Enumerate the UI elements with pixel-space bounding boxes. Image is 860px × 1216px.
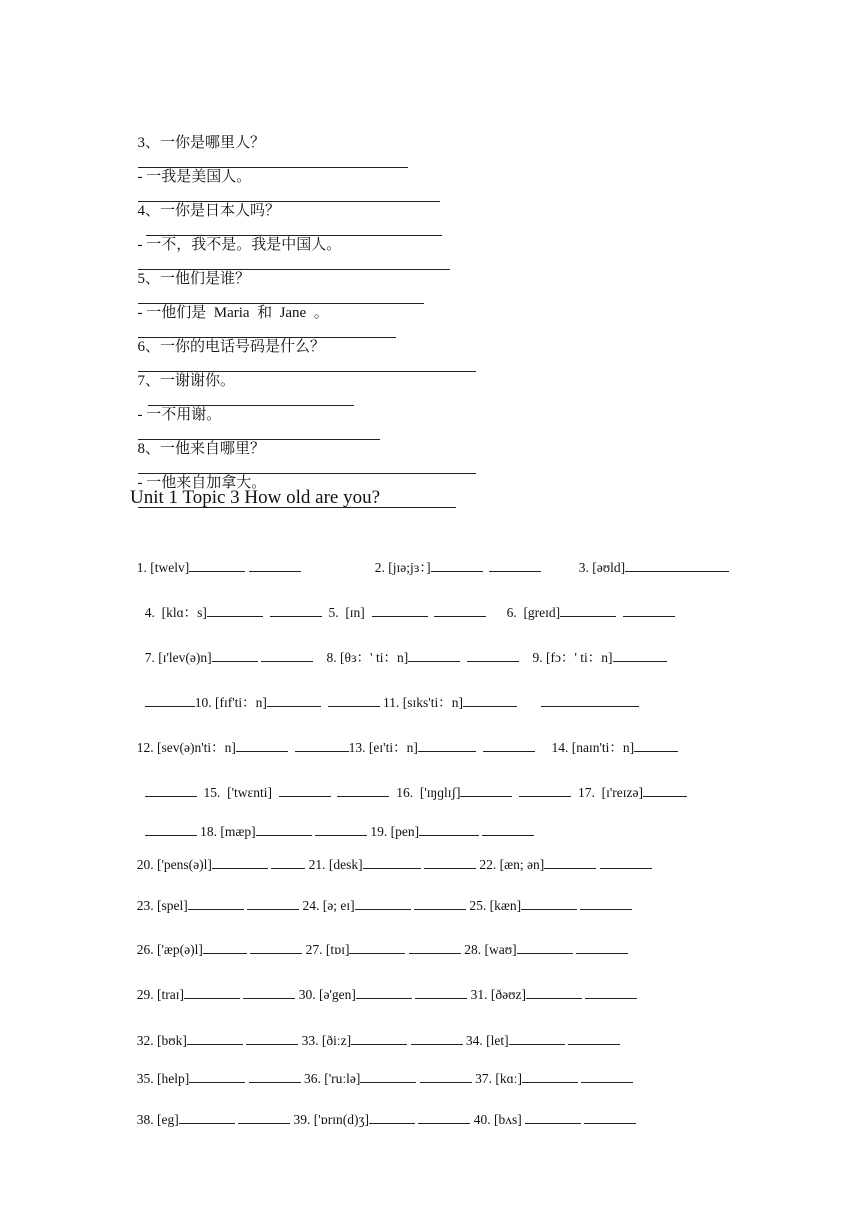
- phonetic-item: 28. [waʊ]: [464, 942, 517, 957]
- item-number: 5、: [137, 271, 161, 287]
- answer-blank[interactable]: [483, 737, 535, 752]
- answer-blank[interactable]: [519, 782, 571, 797]
- sentence-text: 一他来自加拿大。: [142, 475, 267, 491]
- vocab-row-4: [138, 672, 639, 713]
- answer-blank[interactable]: [576, 939, 628, 954]
- answer-blank[interactable]: [261, 647, 313, 662]
- phonetic-item: 31. [ðəʊz]: [470, 987, 527, 1002]
- answer-blank[interactable]: [409, 939, 461, 954]
- answer-blank[interactable]: [271, 854, 305, 869]
- phonetic-item: 26. ['æp(ə)l]: [136, 942, 203, 957]
- vocab-row-2: [138, 582, 675, 623]
- phonetic-item: 36. ['ruːlə]: [303, 1071, 361, 1086]
- answer-blank[interactable]: [414, 895, 466, 910]
- phonetic-item: 15. ['twɛnti]: [203, 785, 272, 800]
- phonetic-item: 16. ['ɪŋɡlɪʃ]: [396, 785, 461, 800]
- answer-blank[interactable]: [337, 782, 389, 797]
- phonetic-item: 19. [pen]: [370, 824, 420, 839]
- phonetic-item: 18. [mæp]: [200, 824, 256, 839]
- answer-blank[interactable]: [560, 602, 616, 617]
- phonetic-item: 22. [æn; ən]: [479, 857, 545, 872]
- item-number: 4、: [137, 203, 161, 219]
- answer-blank[interactable]: [600, 854, 652, 869]
- answer-blank[interactable]: [489, 557, 541, 572]
- phonetic-item: 25. [kæn]: [469, 898, 522, 913]
- item-number: 8、: [137, 441, 161, 457]
- vocab-row-5: [130, 717, 678, 758]
- dash: -: [137, 407, 143, 423]
- sentence-text: 一他们是谁？: [160, 271, 251, 287]
- answer-blank[interactable]: [351, 1030, 407, 1045]
- phonetic-item: 7. [ɪ'lev(ə)n]: [144, 650, 212, 665]
- dash: -: [137, 475, 143, 491]
- answer-blank[interactable]: [187, 1030, 243, 1045]
- sentence-text: 一他们是 Maria 和 Jane 。: [142, 305, 329, 321]
- dash: -: [137, 305, 143, 321]
- answer-blank[interactable]: [243, 984, 295, 999]
- answer-blank[interactable]: [360, 1068, 416, 1083]
- phonetic-item: 40. [bʌs]: [473, 1112, 522, 1127]
- answer-blank[interactable]: [238, 1109, 290, 1124]
- phonetic-item: 21. [desk]: [308, 857, 363, 872]
- vocab-row-1c: [572, 537, 729, 578]
- answer-blank[interactable]: [509, 1030, 565, 1045]
- sentence-text: 一你是日本人吗？: [160, 203, 281, 219]
- answer-blank[interactable]: [544, 854, 596, 869]
- sentence-text: 一他来自哪里？: [160, 441, 266, 457]
- answer-blank[interactable]: [434, 602, 486, 617]
- vocab-row-13: [130, 1048, 633, 1089]
- answer-blank[interactable]: [526, 984, 582, 999]
- sentence-text: 一我是美国人。: [142, 169, 252, 185]
- answer-blank[interactable]: [145, 782, 197, 797]
- answer-blank[interactable]: [349, 939, 405, 954]
- phonetic-item: 3. [əʊld]: [578, 560, 626, 575]
- phonetic-item: 35. [help]: [136, 1071, 190, 1086]
- answer-blank[interactable]: [212, 647, 258, 662]
- vocab-row-12: [130, 1010, 620, 1051]
- answer-blank[interactable]: [420, 1068, 472, 1083]
- phonetic-item: 34. [let]: [465, 1033, 509, 1048]
- dash: -: [137, 237, 143, 253]
- answer-blank[interactable]: [246, 1030, 298, 1045]
- answer-blank[interactable]: [363, 854, 421, 869]
- phonetic-item: 6. [greɪd]: [506, 605, 561, 620]
- phonetic-item: 23. [spel]: [136, 898, 188, 913]
- phonetic-item: 24. [ə; eɪ]: [302, 898, 355, 913]
- answer-blank[interactable]: [411, 1030, 463, 1045]
- answer-blank[interactable]: [250, 939, 302, 954]
- phonetic-item: 12. [sev(ə)n'ti：n]: [136, 740, 236, 755]
- phonetic-item: 32. [bʊk]: [136, 1033, 187, 1048]
- phonetic-item: 4. [klɑ：s]: [144, 605, 207, 620]
- answer-blank[interactable]: [203, 939, 247, 954]
- answer-blank[interactable]: [236, 737, 288, 752]
- vocab-row-8: [130, 834, 652, 875]
- answer-blank[interactable]: [184, 984, 240, 999]
- sentence-text: 一谢谢你。: [160, 373, 236, 389]
- phonetic-item: 13. [eɪ'ti：n]: [348, 740, 418, 755]
- sentence-text: 一不，我不是。我是中国人。: [142, 237, 342, 253]
- answer-blank[interactable]: [328, 692, 380, 707]
- answer-blank[interactable]: [355, 895, 411, 910]
- answer-blank[interactable]: [568, 1030, 620, 1045]
- answer-blank[interactable]: [279, 782, 331, 797]
- answer-blank[interactable]: [424, 854, 476, 869]
- vocab-row-1: [130, 537, 301, 578]
- answer-blank[interactable]: [581, 1068, 633, 1083]
- item-number: 3、: [137, 135, 161, 151]
- answer-blank[interactable]: [188, 895, 244, 910]
- answer-blank[interactable]: [207, 602, 263, 617]
- answer-blank[interactable]: [625, 557, 729, 572]
- answer-blank[interactable]: [212, 854, 268, 869]
- vocab-row-11: [130, 964, 637, 1005]
- phonetic-item: 11. [sɪks'ti：n]: [383, 695, 463, 710]
- answer-blank[interactable]: [634, 737, 678, 752]
- phonetic-item: 14. [naɪn'ti：n]: [551, 740, 635, 755]
- answer-blank[interactable]: [415, 984, 467, 999]
- answer-blank[interactable]: [418, 1109, 470, 1124]
- vocab-row-1b: [368, 537, 541, 578]
- answer-blank[interactable]: [145, 692, 195, 707]
- answer-blank[interactable]: [431, 557, 483, 572]
- answer-blank[interactable]: [189, 557, 245, 572]
- answer-blank[interactable]: [541, 692, 639, 707]
- phonetic-item: 9. [fɔ：' ti：n]: [532, 650, 613, 665]
- phonetic-item: 33. [ðiːz]: [301, 1033, 352, 1048]
- vocab-row-10: [130, 919, 628, 960]
- phonetic-item: 17. [ɪ'reɪzə]: [577, 785, 643, 800]
- answer-blank[interactable]: [179, 1109, 235, 1124]
- sentence-text: 一不用谢。: [142, 407, 222, 423]
- phonetic-item: 38. [eg]: [136, 1112, 179, 1127]
- answer-blank[interactable]: [517, 939, 573, 954]
- phonetic-item: 27. [tɒɪ]: [305, 942, 350, 957]
- answer-blank[interactable]: [189, 1068, 245, 1083]
- answer-blank[interactable]: [247, 895, 299, 910]
- answer-blank[interactable]: [249, 557, 301, 572]
- answer-blank[interactable]: [467, 647, 519, 662]
- answer-blank[interactable]: [295, 737, 349, 752]
- vocab-row-14: [130, 1089, 636, 1130]
- item-number: 6、: [137, 339, 161, 355]
- phonetic-item: 8. [θɜ：' ti：n]: [326, 650, 409, 665]
- answer-blank[interactable]: [372, 602, 428, 617]
- phonetic-item: 37. [kɑː]: [475, 1071, 522, 1086]
- answer-blank[interactable]: [585, 984, 637, 999]
- item-number: 7、: [137, 373, 161, 389]
- dash: -: [137, 169, 143, 185]
- answer-blank[interactable]: [463, 692, 517, 707]
- answer-blank[interactable]: [267, 692, 321, 707]
- answer-blank[interactable]: [584, 1109, 636, 1124]
- answer-blank[interactable]: [580, 895, 632, 910]
- section-title: Unit 1 Topic 3 How old are you?: [130, 487, 381, 508]
- phonetic-item: 10. [fɪf'ti：n]: [194, 695, 267, 710]
- phonetic-item: 1. [twelv]: [136, 560, 190, 575]
- answer-blank[interactable]: [525, 1109, 581, 1124]
- answer-blank[interactable]: [369, 1109, 415, 1124]
- answer-blank[interactable]: [643, 782, 687, 797]
- answer-blank[interactable]: [623, 602, 675, 617]
- vocab-row-3: [138, 627, 667, 668]
- phonetic-item: 20. ['pens(ə)l]: [136, 857, 212, 872]
- answer-blank[interactable]: [249, 1068, 301, 1083]
- sentence-text: 一你的电话号码是什么？: [160, 339, 326, 355]
- phonetic-item: 39. ['ɒrɪn(d)ʒ]: [293, 1112, 369, 1127]
- answer-blank[interactable]: [613, 647, 667, 662]
- answer-blank[interactable]: [460, 782, 512, 797]
- phonetic-item: 30. [ə'gen]: [298, 987, 356, 1002]
- answer-blank[interactable]: [408, 647, 460, 662]
- vocab-row-6: [138, 762, 687, 803]
- answer-blank[interactable]: [418, 737, 476, 752]
- answer-blank[interactable]: [522, 1068, 578, 1083]
- phonetic-item: 2. [jɪə;jɜ：]: [374, 560, 431, 575]
- phonetic-item: 5. [ɪn]: [328, 605, 365, 620]
- answer-blank[interactable]: [270, 602, 322, 617]
- answer-blank[interactable]: [356, 984, 412, 999]
- phonetic-item: 29. [traɪ]: [136, 987, 184, 1002]
- answer-blank[interactable]: [521, 895, 577, 910]
- vocab-row-9: [130, 875, 632, 916]
- sentence-text: 一你是哪里人？: [160, 135, 266, 151]
